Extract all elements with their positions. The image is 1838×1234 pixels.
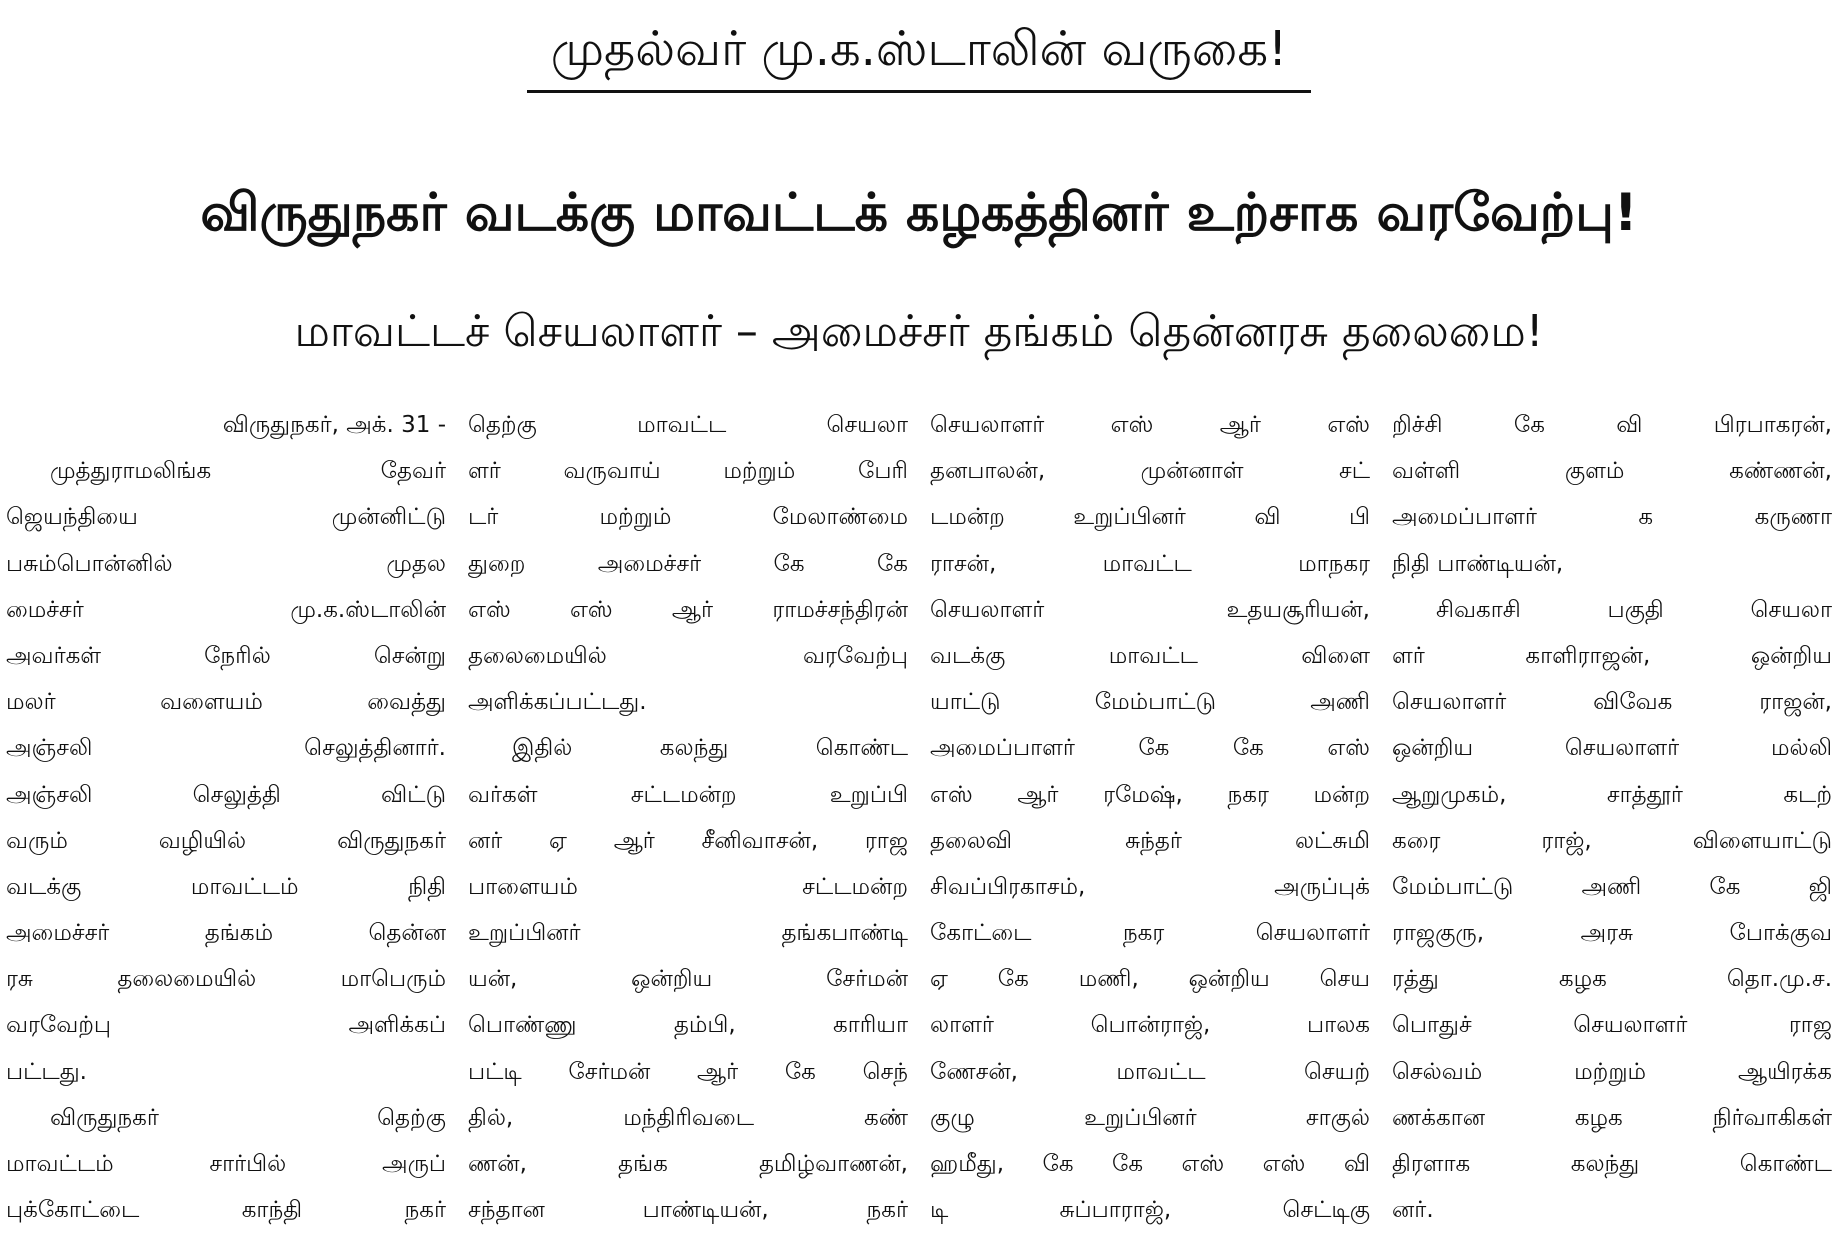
body-line: பாளையம் சட்டமன்ற <box>468 873 908 900</box>
body-line: வரவேற்பு அளிக்கப் <box>6 1012 446 1039</box>
body-line: தில், மந்திரிவடை கண் <box>468 1104 908 1131</box>
body-line: தெற்கு மாவட்ட செயலா <box>468 412 908 438</box>
body-line: ஒன்றிய செயலாளர் மல்லி <box>1392 735 1832 762</box>
body-line: ளர் காளிராஜன், ஒன்றிய <box>1392 642 1832 669</box>
body-line: வர்கள் சட்டமன்ற உறுப்பி <box>468 781 908 808</box>
body-line: கரை ராஜ், விளையாட்டு <box>1392 827 1832 854</box>
body-line: முத்துராமலிங்க தேவர் <box>50 458 446 485</box>
body-line: திரளாக கலந்து கொண்ட <box>1392 1151 1832 1177</box>
body-line: விருதுநகர் தெற்கு <box>50 1104 446 1131</box>
body-line: தலைவி சுந்தர் லட்சுமி <box>930 827 1370 854</box>
body-line: பசும்பொன்னில் முதல <box>6 550 446 577</box>
body-line: டி சுப்பாராஜ், செட்டிகு <box>930 1197 1370 1224</box>
body-line: ஏ கே மணி, ஒன்றிய செய <box>930 966 1370 993</box>
body-line: வடக்கு மாவட்ட விளை <box>930 642 1370 669</box>
body-line: செயலாளர் உதயசூரியன், <box>930 596 1370 623</box>
body-line: செயலாளர் எஸ் ஆர் எஸ் <box>930 412 1370 438</box>
article-body <box>6 402 1832 1232</box>
kicker-title: முதல்வர் மு.க.ஸ்டாலின் வருகை! <box>527 18 1312 93</box>
column-1 <box>6 402 446 1232</box>
body-line: குழு உறுப்பினர் சாகுல் <box>930 1104 1370 1131</box>
body-line: துறை அமைச்சர் கே கே <box>468 550 908 577</box>
body-line: ரத்து கழக தொ.மு.ச. <box>1392 966 1832 993</box>
body-line: அஞ்சலி செலுத்தி விட்டு <box>6 781 446 808</box>
body-line: சந்தான பாண்டியன், நகர் <box>468 1197 908 1224</box>
body-line: னர். <box>1392 1197 1434 1224</box>
subheadline: மாவட்டச் செயலாளர் – அமைச்சர் தங்கம் தென்னரசு தலைமை! <box>294 306 1544 357</box>
body-line: டர் மற்றும் மேலாண்மை <box>468 504 908 531</box>
body-line: லாளர் பொன்ராஜ், பாலக <box>930 1012 1370 1039</box>
body-line: மாவட்டம் சார்பில் அருப் <box>6 1151 446 1177</box>
body-line: எஸ் ஆர் ரமேஷ், நகர மன்ற <box>930 781 1370 808</box>
body-line: ஆறுமுகம், சாத்தூர் கடற் <box>1392 781 1832 808</box>
body-line: அமைச்சர் தங்கம் தென்ன <box>6 920 446 947</box>
body-line: அஞ்சலி செலுத்தினார். <box>6 735 446 762</box>
body-line: செயலாளர் விவேக ராஜன், <box>1392 689 1832 716</box>
body-line: அவர்கள் நேரில் சென்று <box>6 642 446 669</box>
body-line: எஸ் எஸ் ஆர் ராமச்சந்திரன் <box>468 596 908 623</box>
body-line: பட்டி சேர்மன் ஆர் கே செந் <box>468 1058 908 1085</box>
body-line: பொண்ணு தம்பி, காரியா <box>468 1012 908 1039</box>
column-2 <box>468 402 908 1232</box>
body-line: ணக்கான கழக நிர்வாகிகள் <box>1392 1104 1832 1131</box>
body-line: பொதுச் செயலாளர் ராஜ <box>1392 1012 1832 1039</box>
body-line: ஜெயந்தியை முன்னிட்டு <box>6 504 446 531</box>
body-line: விருதுநகர், அக். 31 - <box>222 412 446 438</box>
headline: விருதுநகர் வடக்கு மாவட்டக் கழகத்தினர் உற்சாக வரவேற்பு! <box>200 183 1638 243</box>
body-line: தனபாலன், முன்னாள் சட் <box>930 458 1370 485</box>
body-line: யன், ஒன்றிய சேர்மன் <box>468 966 908 993</box>
body-line: சிவப்பிரகாசம், அருப்புக் <box>930 873 1370 900</box>
body-line: பட்டது. <box>6 1058 87 1085</box>
body-line: றிச்சி கே வி பிரபாகரன், <box>1392 412 1832 438</box>
body-line: னர் ஏ ஆர் சீனிவாசன், ராஜ <box>468 827 908 854</box>
body-line: கோட்டை நகர செயலாளர் <box>930 920 1370 947</box>
body-line: வடக்கு மாவட்டம் நிதி <box>6 873 446 900</box>
body-line: வள்ளி குளம் கண்ணன், <box>1392 458 1832 485</box>
body-line: புக்கோட்டை காந்தி நகர் <box>6 1197 446 1224</box>
body-line: டமன்ற உறுப்பினர் வி பி <box>930 504 1370 531</box>
body-line: மைச்சர் மு.க.ஸ்டாலின் <box>6 596 446 623</box>
body-line: நிதி பாண்டியன், <box>1392 550 1564 577</box>
body-line: ரசு தலைமையில் மாபெரும் <box>6 966 446 993</box>
column-3 <box>930 402 1370 1232</box>
body-line: செல்வம் மற்றும் ஆயிரக்க <box>1392 1058 1832 1085</box>
body-line: அளிக்கப்பட்டது. <box>468 689 647 716</box>
body-line: ணன், தங்க தமிழ்வாணன், <box>468 1151 908 1177</box>
body-line: ணேசன், மாவட்ட செயற் <box>930 1058 1370 1085</box>
body-line: ஹமீது, கே கே எஸ் எஸ் வி <box>930 1151 1370 1177</box>
body-line: ளர் வருவாய் மற்றும் பேரி <box>468 458 908 485</box>
body-line: சிவகாசி பகுதி செயலா <box>1436 596 1832 623</box>
body-line: யாட்டு மேம்பாட்டு அணி <box>930 689 1370 716</box>
body-line: அமைப்பாளர் க கருணா <box>1392 504 1832 531</box>
column-4 <box>1392 402 1832 1232</box>
body-line: ராசன், மாவட்ட மாநகர <box>930 550 1370 577</box>
body-line: மேம்பாட்டு அணி கே ஜி <box>1392 873 1832 900</box>
body-line: இதில் கலந்து கொண்ட <box>512 735 908 762</box>
body-line: தலைமையில் வரவேற்பு <box>468 642 908 669</box>
body-line: ராஜகுரு, அரசு போக்குவ <box>1392 920 1832 947</box>
body-line: உறுப்பினர் தங்கபாண்டி <box>468 920 908 947</box>
body-line: அமைப்பாளர் கே கே எஸ் <box>930 735 1370 762</box>
body-line: மலர் வளையம் வைத்து <box>6 689 446 716</box>
kicker-container <box>0 18 1838 118</box>
body-line: வரும் வழியில் விருதுநகர் <box>6 827 446 854</box>
